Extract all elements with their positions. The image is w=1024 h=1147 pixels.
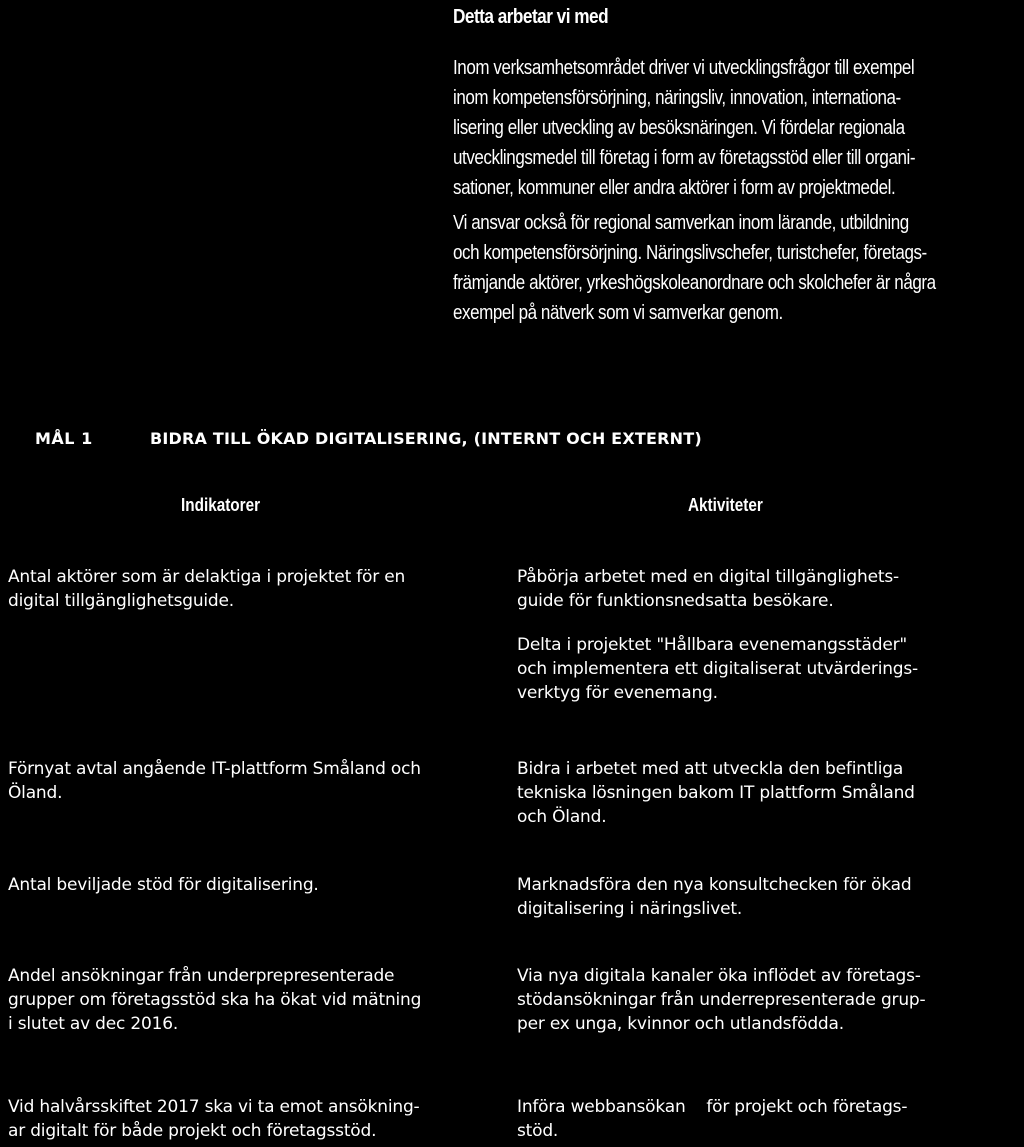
text-line: Inom verksamhetsområdet driver vi utvecklingsfrågor till exempel bbox=[453, 57, 915, 79]
activity-1 bbox=[517, 565, 899, 613]
activity-4 bbox=[517, 964, 925, 1036]
text-line: Öland. bbox=[8, 783, 63, 803]
text-line: inom kompetensförsörjning, näringsliv, innovation, internationa- bbox=[453, 87, 901, 109]
text-line: exempel på nätverk som vi samverkar genom. bbox=[453, 302, 783, 324]
goal-title: BIDRA TILL ÖKAD DIGITALISERING, (INTERNT OCH EXTERNT) bbox=[150, 429, 702, 448]
indicator-1 bbox=[8, 565, 405, 613]
text-line: Marknadsföra den nya konsultchecken för ökad bbox=[517, 875, 912, 895]
text-line: verktyg för evenemang. bbox=[517, 683, 718, 703]
text-line: Vi ansvar också för regional samverkan inom lärande, utbildning bbox=[453, 212, 909, 234]
text-line: Antal beviljade stöd för digitalisering. bbox=[8, 875, 319, 895]
text-line: Förnyat avtal angående IT-plattform Småland och bbox=[8, 759, 421, 779]
indicator-2 bbox=[8, 757, 421, 805]
intro-paragraph-1 bbox=[453, 53, 1021, 203]
text-line: Vid halvårsskiftet 2017 ska vi ta emot ansökning- bbox=[8, 1097, 420, 1117]
indicators-header: Indikatorer bbox=[181, 495, 261, 515]
activity-3 bbox=[517, 873, 911, 921]
activity-5 bbox=[517, 1095, 907, 1143]
text-line: grupper om företagsstöd ska ha ökat vid mätning bbox=[8, 990, 422, 1010]
text-line: Delta i projektet "Hållbara evenemangsstäder" bbox=[517, 635, 908, 655]
text-line: digital tillgänglighetsguide. bbox=[8, 591, 234, 611]
text-line: tekniska lösningen bakom IT plattform Småland bbox=[517, 783, 915, 803]
indicator-3 bbox=[8, 873, 319, 897]
text-line: sationer, kommuner eller andra aktörer i form av projektmedel. bbox=[453, 177, 896, 199]
goal-label: MÅL 1 bbox=[35, 429, 93, 448]
text-line: främjande aktörer, yrkeshögskoleanordnare och skolchefer är några bbox=[453, 272, 936, 294]
text-line: Andel ansökningar från underprepresenterade bbox=[8, 966, 395, 986]
text-line: i slutet av dec 2016. bbox=[8, 1014, 179, 1034]
text-line: och kompetensförsörjning. Näringslivschefer, turistchefer, företags- bbox=[453, 242, 927, 264]
text-line: och Öland. bbox=[517, 807, 607, 827]
text-line: stödansökningar från underrepresenterade grup- bbox=[517, 990, 926, 1010]
text-line: Antal aktörer som är delaktiga i projektet för en bbox=[8, 567, 406, 587]
text-line: stöd. bbox=[517, 1121, 559, 1141]
text-line: Via nya digitala kanaler öka inflödet av företags- bbox=[517, 966, 921, 986]
text-line: guide för funktionsnedsatta besökare. bbox=[517, 591, 834, 611]
text-line: utvecklingsmedel till företag i form av företagsstöd eller till organi- bbox=[453, 147, 916, 169]
text-line: per ex unga, kvinnor och utlandsfödda. bbox=[517, 1014, 844, 1034]
text-line: ar digitalt för både projekt och företagsstöd. bbox=[8, 1121, 377, 1141]
text-line: lisering eller utveckling av besöksnäringen. Vi fördelar regionala bbox=[453, 117, 905, 139]
text-line: Införa webbansökan för projekt och företags- bbox=[517, 1097, 908, 1117]
intro-paragraph-2 bbox=[453, 208, 1021, 328]
intro-heading: Detta arbetar vi med bbox=[453, 6, 609, 28]
text-line: digitalisering i näringslivet. bbox=[517, 899, 743, 919]
indicator-4 bbox=[8, 964, 421, 1036]
activity-2 bbox=[517, 757, 915, 829]
text-line: Påbörja arbetet med en digital tillgänglighets- bbox=[517, 567, 899, 587]
text-line: och implementera ett digitaliserat utvärderings- bbox=[517, 659, 918, 679]
activity-1b bbox=[517, 633, 918, 705]
indicator-5 bbox=[8, 1095, 419, 1143]
text-line: Bidra i arbetet med att utveckla den befintliga bbox=[517, 759, 904, 779]
activities-header: Aktiviteter bbox=[688, 495, 763, 515]
